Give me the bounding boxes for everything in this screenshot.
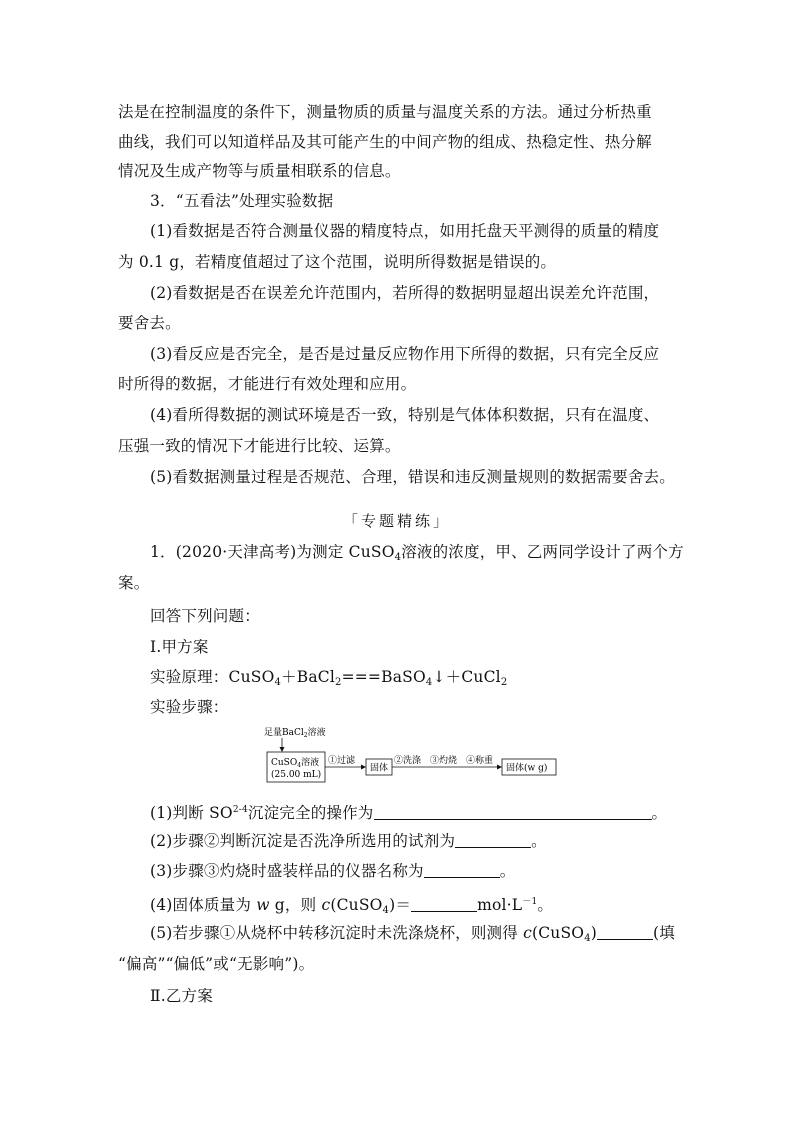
- text-line: (1)看数据是否符合测量仪器的精度特点，如用托盘天平测得的质量的精度: [150, 222, 660, 240]
- flow-box-volume: (25.00 mL): [271, 770, 322, 780]
- answer-blank[interactable]: [411, 897, 477, 912]
- text-line: 压强一致的情况下才能进行比较、运算。: [118, 437, 401, 455]
- text-line: (2)看数据是否在误差允许范围内，若所得的数据明显超出误差允许范围，: [150, 284, 660, 302]
- answer-blank[interactable]: [455, 833, 531, 848]
- flow-reagent-label: 足量BaCl$_2$溶液: [264, 728, 326, 739]
- text-line: (5)看数据测量过程是否规范、合理，错误和违反测量规则的数据需要舍去。: [150, 468, 675, 486]
- question-part-1: (1)判断 SO$^{2-4}$沉淀完全的操作为 。: [150, 804, 668, 822]
- text-line: 情况及生成产物等与质量相联系的信息。: [118, 162, 401, 180]
- text-line: 曲线，我们可以知道样品及其可能产生的中间产物的组成、热稳定性、热分解: [118, 133, 652, 151]
- answer-blank[interactable]: [597, 925, 653, 940]
- text-line: 实验步骤：: [150, 698, 229, 716]
- plan-heading: Ⅱ.乙方案: [150, 987, 213, 1005]
- flow-step-wash: ②洗涤: [394, 756, 422, 766]
- section-title: 「专题精练」: [342, 512, 451, 530]
- flow-box-final-label: 固体(w g): [506, 763, 548, 774]
- text-line: 案。: [118, 574, 150, 592]
- answer-blank[interactable]: [424, 863, 500, 878]
- question-part-2: (2)步骤②判断沉淀是否洗净所选用的试剂为 。: [150, 832, 547, 850]
- flow-diagram: [262, 726, 562, 784]
- text-line: 时所得的数据，才能进行有效处理和应用。: [118, 375, 417, 393]
- flow-box-solution-label: CuSO$_4$溶液: [271, 758, 320, 769]
- question-line: 1．(2020·天津高考)为测定 CuSO$_4$溶液的浓度，甲、乙两同学设计了两个方: [150, 543, 684, 563]
- text-line: (3)看反应是否完全，是否是过量反应物作用下所得的数据，只有完全反应: [150, 345, 660, 363]
- flow-arrowhead: [497, 765, 502, 770]
- text-line: 回答下列问题：: [150, 607, 260, 625]
- section-heading: 3．“五看法”处理实验数据: [150, 192, 334, 210]
- answer-blank[interactable]: [374, 805, 652, 820]
- reaction-equation: 实验原理：CuSO$_4$＋BaCl$_2$===BaSO$_4$↓＋CuCl$_2$: [150, 668, 508, 688]
- question-part-5: (5)若步骤①从烧杯中转移沉淀时未洗涤烧杯，则测得 c(CuSO$_4$) (填: [150, 924, 675, 944]
- text-line: (4)看所得数据的测试环境是否一致，特别是气体体积数据，只有在温度、: [150, 406, 660, 424]
- text-line: 要舍去。: [118, 314, 181, 332]
- flow-step-ignite: ③灼烧: [430, 756, 458, 766]
- flow-arrowhead: [280, 747, 285, 752]
- flow-step-weigh: ④称重: [466, 756, 494, 766]
- text-line: “偏高”“偏低”或“无影响”)。: [118, 955, 315, 973]
- flow-arrowhead: [361, 765, 366, 770]
- question-part-3: (3)步骤③灼烧时盛装样品的仪器名称为 。: [150, 862, 516, 880]
- question-part-4: (4)固体质量为 w g，则 c(CuSO$_4$)＝ $mol\cdot L^{-1}$。: [150, 896, 554, 916]
- text-line: 法是在控制温度的条件下，测量物质的质量与温度关系的方法。通过分析热重: [118, 103, 652, 121]
- text-line: 为 0.1 g，若精度值超过了这个范围，说明所得数据是错误的。: [118, 253, 557, 271]
- flow-step-filter: ①过滤: [328, 756, 356, 766]
- flow-box-solid-label: 固体: [370, 763, 389, 774]
- plan-heading: Ⅰ.甲方案: [150, 638, 209, 656]
